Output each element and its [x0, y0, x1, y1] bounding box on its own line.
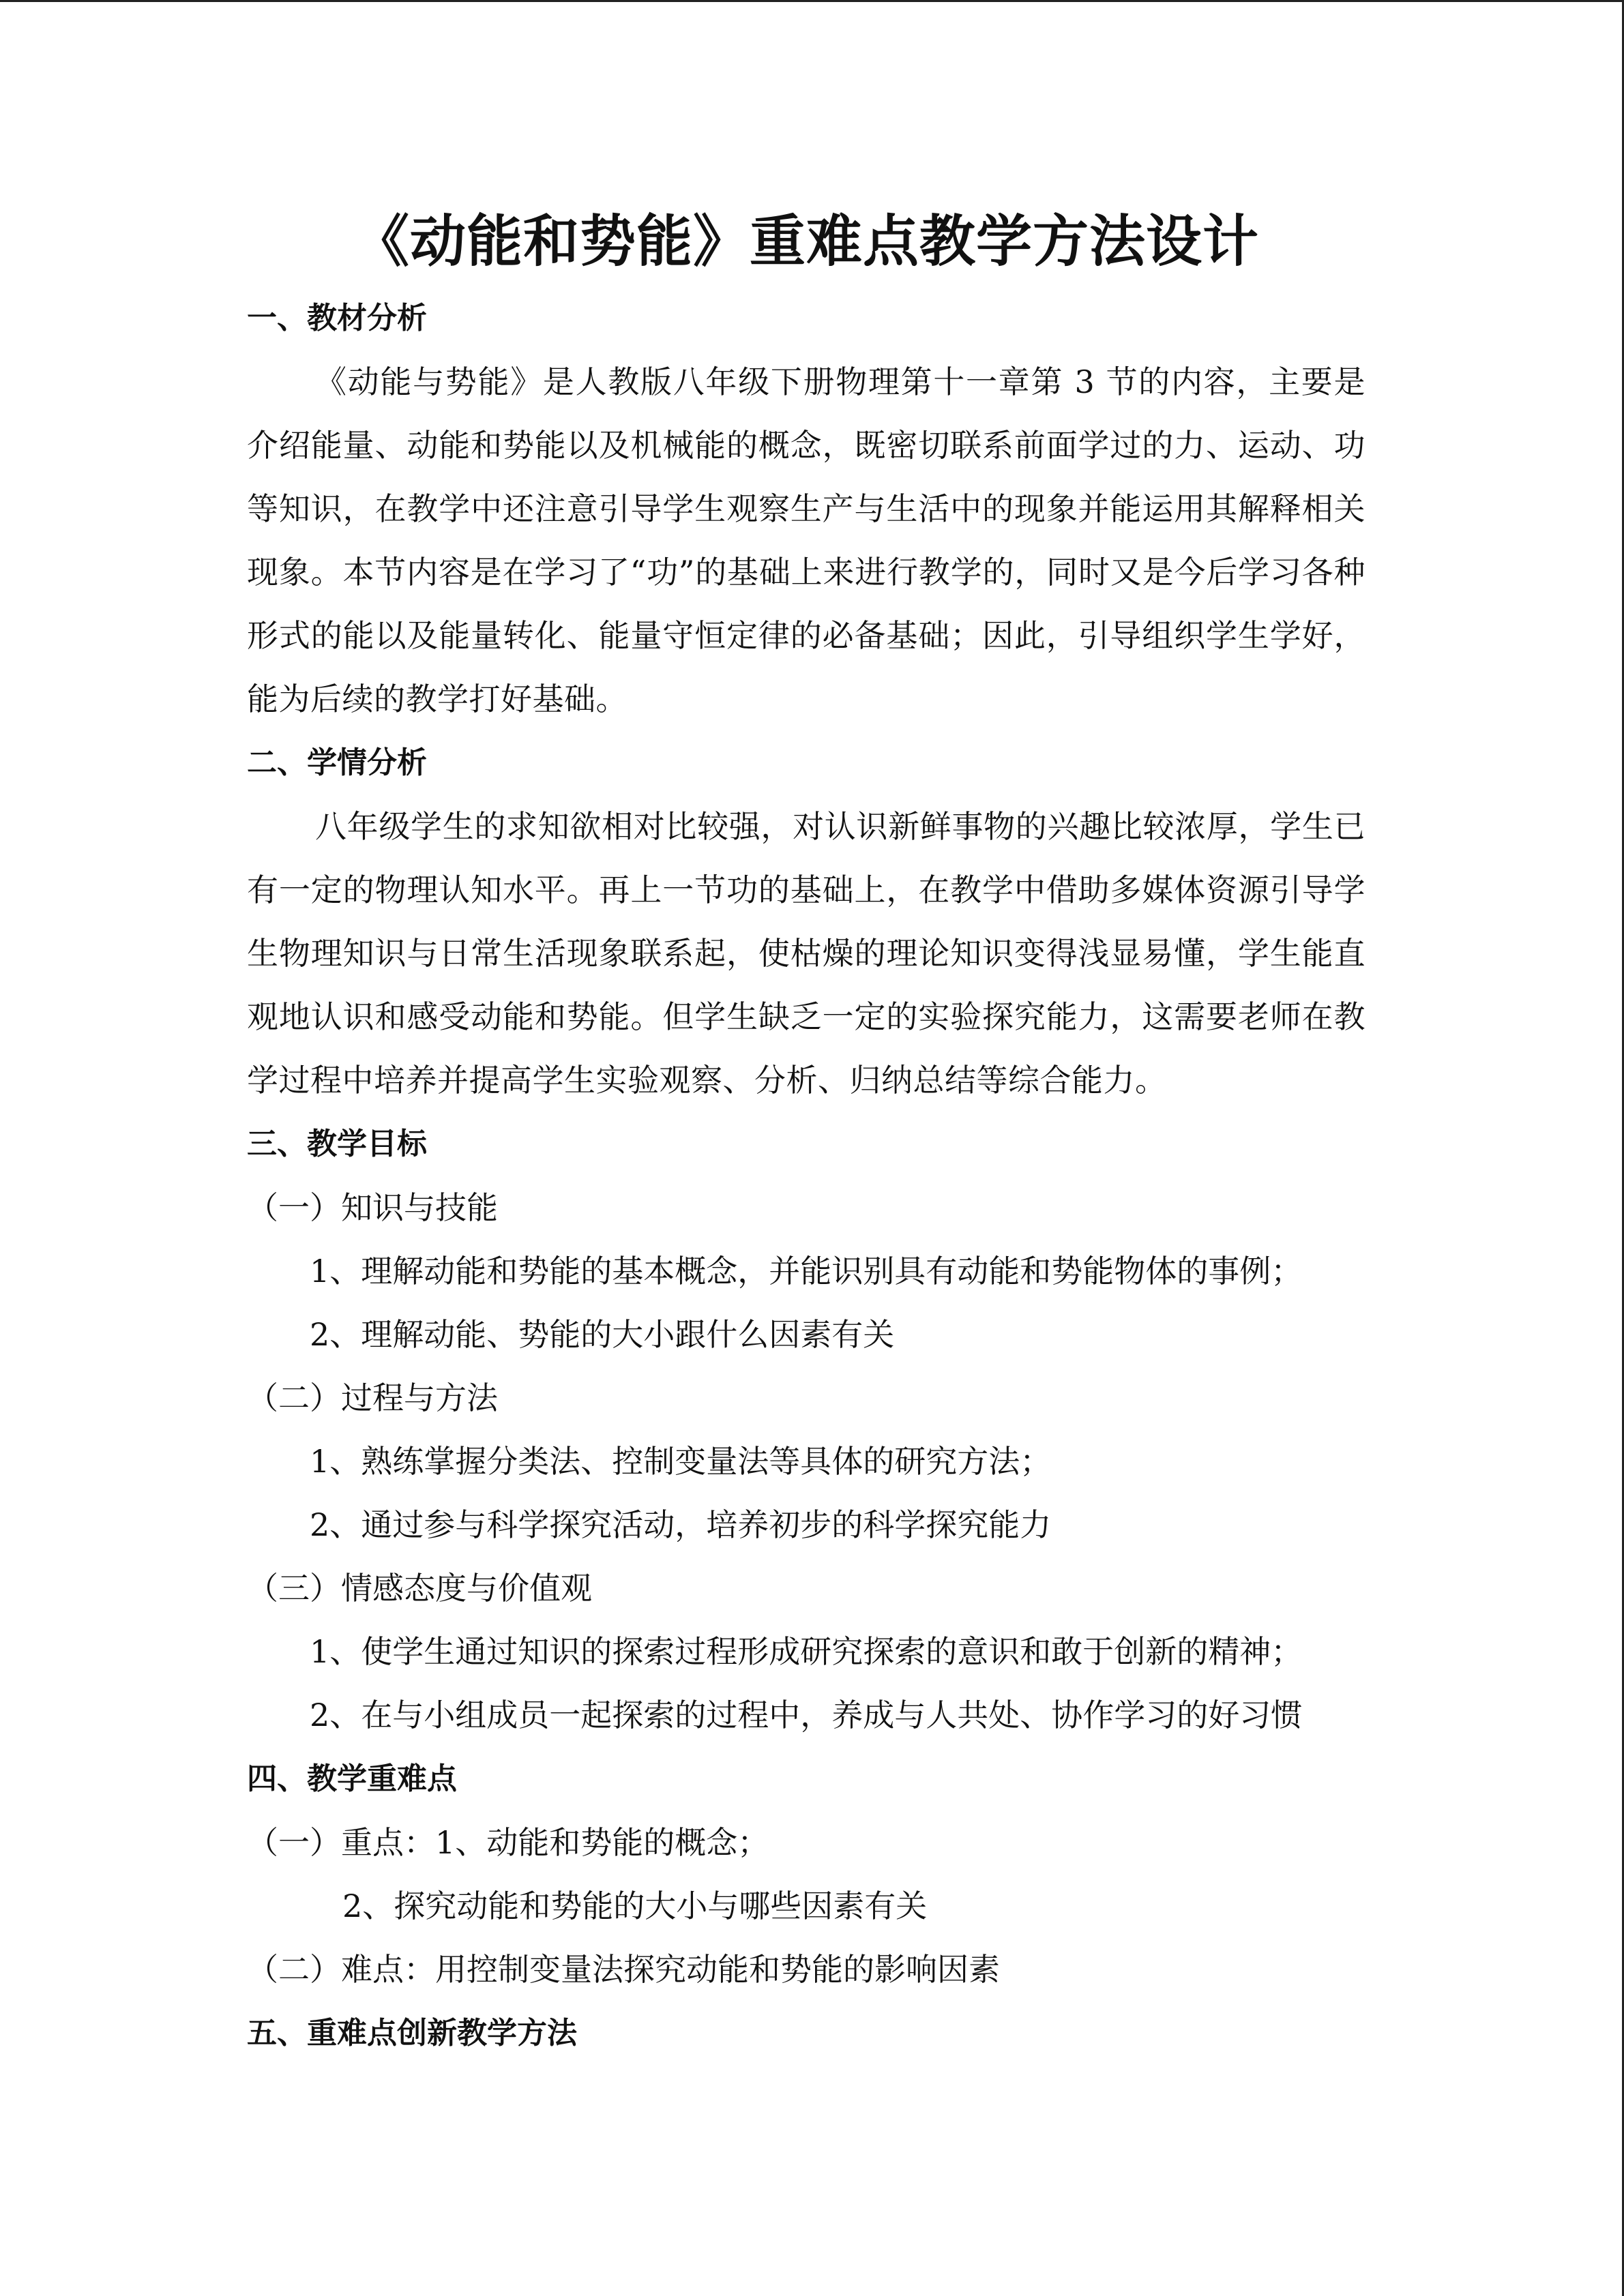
key-point-line: 2、探究动能和势能的大小与哪些因素有关 [342, 1888, 928, 1924]
goal-item: 1、理解动能和势能的基本概念，并能识别具有动能和势能物体的事例； [310, 1253, 1303, 1289]
section-heading: 五、重难点创新教学方法 [247, 2016, 577, 2051]
section-key-difficult-points [247, 1747, 1365, 2001]
document-title: 《动能和势能》重难点教学方法设计 [353, 209, 1259, 274]
section-teaching-goals [247, 1112, 1365, 1747]
goal-label-knowledge: （一）知识与技能 [247, 1189, 498, 1226]
section-paragraph: 八年级学生的求知欲相对比较强，对认识新鲜事物的兴趣比较浓厚，学生已有一定的物理认知水平。再上一节功的基础上，在教学中借助多媒体资源引导学生物理知识与日常生活现象联系起，使枯燥的理论知识变得浅显易懂，学生能直观地认识和感受动能和势能。但学生缺乏一定的实验探究能力，这需要老师在教学过程中培养并提高学生实验观察、分析、归纳总结等综合能力。 [247, 808, 1365, 1099]
goal-label-attitude: （三）情感态度与价值观 [247, 1570, 592, 1607]
goal-item: 2、通过参与科学探究活动，培养初步的科学探究能力 [310, 1506, 1052, 1543]
goal-item: 2、在与小组成员一起探索的过程中，养成与人共处、协作学习的好习惯 [310, 1697, 1303, 1733]
key-point-line: （一）重点：1、动能和势能的概念； [247, 1824, 769, 1861]
section-heading: 一、教材分析 [247, 301, 427, 336]
section-textbook-analysis [247, 286, 1365, 731]
section-student-analysis [247, 731, 1365, 1112]
section-paragraph: 《动能与势能》是人教版八年级下册物理第十一章第 3 节的内容，主要是介绍能量、动能和势能以及机械能的概念，既密切联系前面学过的力、运动、功等知识，在教学中还注意引导学生观察生产与生活中的现象并能运用其解释相关现象。本节内容是在学习了“功”的基础上来进行教学的，同时又是今后学习各种形式的能以及能量转化、能量守恒定律的必备基础；因此，引导组织学生学好，能为后续的教学打好基础。 [247, 363, 1365, 717]
goal-item: 1、熟练掌握分类法、控制变量法等具体的研究方法； [310, 1443, 1052, 1480]
section-heading: 二、学情分析 [247, 745, 427, 780]
goal-item: 1、使学生通过知识的探索过程形成研究探索的意识和敢于创新的精神； [310, 1633, 1303, 1670]
difficult-point-line: （二）难点：用控制变量法探究动能和势能的影响因素 [247, 1951, 1000, 1988]
section-heading: 三、教学目标 [247, 1127, 427, 1161]
goal-label-process: （二）过程与方法 [247, 1380, 498, 1416]
document-body [247, 198, 1365, 2066]
section-innovative-methods [247, 2001, 1365, 2066]
section-heading: 四、教学重难点 [247, 1761, 457, 1796]
goal-item: 2、理解动能、势能的大小跟什么因素有关 [310, 1316, 895, 1353]
